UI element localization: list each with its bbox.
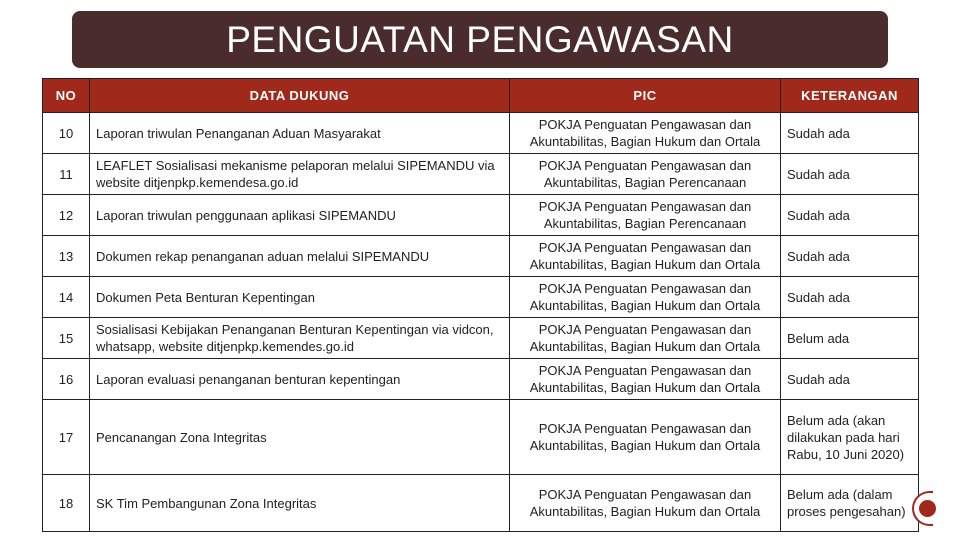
data-table [42,78,919,532]
cell-data-dukung: Pencanangan Zona Integritas [90,400,510,475]
cell-no: 14 [43,277,90,318]
cell-keterangan: Sudah ada [781,277,919,318]
cell-keterangan: Sudah ada [781,113,919,154]
cell-no: 10 [43,113,90,154]
table-row [43,277,919,318]
cell-pic: POKJA Penguatan Pengawasan dan Akuntabilitas, Bagian Perencanaan [510,195,781,236]
cell-pic: POKJA Penguatan Pengawasan dan Akuntabilitas, Bagian Perencanaan [510,154,781,195]
title-banner [72,11,888,68]
header-no: NO [43,79,90,113]
cell-data-dukung: Sosialisasi Kebijakan Penanganan Benturan Kepentingan via vidcon, whatsapp, website ditjenpkp.kemendes.go.id [90,318,510,359]
cell-pic: POKJA Penguatan Pengawasan dan Akuntabilitas, Bagian Hukum dan Ortala [510,475,781,532]
cell-keterangan: Belum ada (dalam proses pengesahan) [781,475,919,532]
cell-keterangan: Sudah ada [781,359,919,400]
cell-data-dukung: SK Tim Pembangunan Zona Integritas [90,475,510,532]
cell-keterangan: Sudah ada [781,195,919,236]
table-row [43,475,919,532]
cell-pic: POKJA Penguatan Pengawasan dan Akuntabilitas, Bagian Hukum dan Ortala [510,277,781,318]
cell-pic: POKJA Penguatan Pengawasan dan Akuntabilitas, Bagian Hukum dan Ortala [510,359,781,400]
table-row [43,359,919,400]
cell-data-dukung: Laporan triwulan Penanganan Aduan Masyarakat [90,113,510,154]
cell-data-dukung: Laporan evaluasi penanganan benturan kepentingan [90,359,510,400]
cell-pic: POKJA Penguatan Pengawasan dan Akuntabilitas, Bagian Hukum dan Ortala [510,236,781,277]
table-row [43,113,919,154]
cell-keterangan: Sudah ada [781,236,919,277]
table-row [43,154,919,195]
cell-data-dukung: Dokumen Peta Benturan Kepentingan [90,277,510,318]
table-row [43,195,919,236]
table-row [43,400,919,475]
cell-keterangan: Belum ada [781,318,919,359]
header-keterangan: KETERANGAN [781,79,919,113]
cell-data-dukung: Laporan triwulan penggunaan aplikasi SIPEMANDU [90,195,510,236]
cell-pic: POKJA Penguatan Pengawasan dan Akuntabilitas, Bagian Hukum dan Ortala [510,318,781,359]
table-row [43,318,919,359]
cell-no: 12 [43,195,90,236]
header-pic: PIC [510,79,781,113]
cell-data-dukung: LEAFLET Sosialisasi mekanisme pelaporan melalui SIPEMANDU via website ditjenpkp.kemendesa.go.id [90,154,510,195]
table-row [43,236,919,277]
cell-no: 15 [43,318,90,359]
cell-keterangan: Sudah ada [781,154,919,195]
badge-dot-icon [919,500,936,517]
cell-no: 16 [43,359,90,400]
cell-no: 18 [43,475,90,532]
cell-data-dukung: Dokumen rekap penanganan aduan melalui SIPEMANDU [90,236,510,277]
cell-no: 17 [43,400,90,475]
cell-keterangan: Belum ada (akan dilakukan pada hari Rabu, 10 Juni 2020) [781,400,919,475]
header-data-dukung: DATA DUKUNG [90,79,510,113]
cell-pic: POKJA Penguatan Pengawasan dan Akuntabilitas, Bagian Hukum dan Ortala [510,400,781,475]
page-title: PENGUATAN PENGAWASAN [226,18,734,60]
table-header-row [43,79,919,113]
cell-no: 13 [43,236,90,277]
cell-pic: POKJA Penguatan Pengawasan dan Akuntabilitas, Bagian Hukum dan Ortala [510,113,781,154]
cell-no: 11 [43,154,90,195]
